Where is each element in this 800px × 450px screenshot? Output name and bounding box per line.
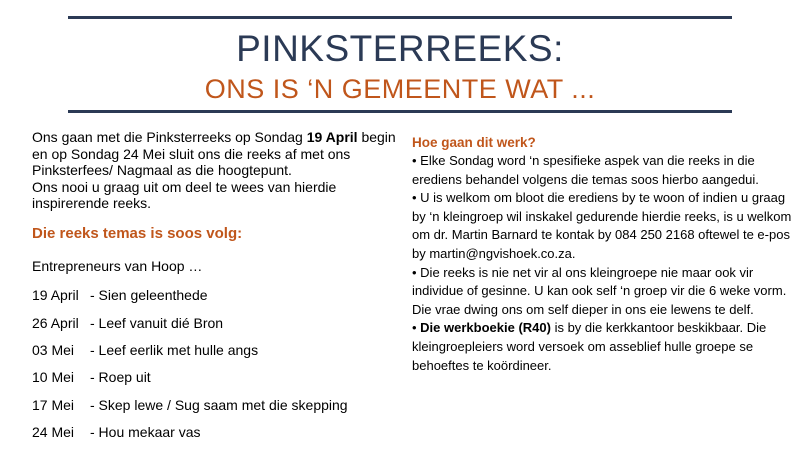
how-point-contact: • U is welkom om bloot die erediens by te woon of indien u graag by ‘n kleingroep wil inskakel gedurende hierdie reeks, is u welkom om dr. Martin Barnard te kontak by 084 250 2168 oftewel te e-pos by martin@ngvishoek.co.za. [412, 190, 792, 261]
bottom-divider [68, 110, 732, 113]
intro-text [32, 129, 402, 212]
schedule-row [32, 418, 402, 445]
schedule-date: 10 Mei [32, 369, 75, 386]
schedule-date: 17 Mei [32, 396, 75, 413]
how-point-sundays: • Elke Sondag word ‘n spesifieke aspek van die reeks in die erediens behandel volgens die temas soos hierbo aangedui. [412, 153, 759, 187]
how-point-workbook [412, 319, 792, 375]
schedule-theme: - Hou mekaar vas [90, 423, 201, 440]
invitation-paragraph: Ons nooi u graag uit om deel te wees van hierdie inspirerende reeks. [32, 178, 337, 211]
schedule-theme: - Sien geleenthede [90, 287, 208, 304]
intro-text-a: Ons gaan met die Pinksterreeks op Sondag [32, 129, 307, 145]
schedule-row [32, 282, 402, 309]
schedule-date: 03 Mei [32, 341, 75, 358]
top-divider [68, 16, 732, 19]
intro-start-date: 19 April [306, 129, 358, 145]
how-heading: Hoe gaan dit werk? [412, 135, 536, 150]
left-column [32, 129, 402, 446]
schedule-theme: - Roep uit [90, 369, 151, 386]
themes-schedule [32, 282, 402, 446]
schedule-date: 26 April [32, 314, 79, 331]
schedule-row [32, 364, 402, 391]
workbook-text: is by die kerkkantoor beskikbaar. Die kleingroepleiers word versoek om asseblief hulle groepe se behoeftes te koördineer. [412, 320, 767, 373]
how-point-groups: • Die reeks is nie net vir al ons kleingroepe nie maar ook vir individue of gesinne. U kan ook self ‘n groep vir die 6 weke vorm. Die vrae dwing ons om self dieper in ons eie lewens te delf. [412, 264, 787, 317]
series-name: Entrepreneurs van Hoop … [32, 257, 203, 274]
page-title: PINKSTERREEKS: [236, 28, 564, 69]
schedule-theme: - Leef eerlik met hulle angs [90, 341, 259, 358]
workbook-bullet: • [412, 320, 421, 336]
schedule-date: 19 April [32, 287, 79, 304]
schedule-theme: - Skep lewe / Sug saam met die skepping [90, 396, 348, 413]
right-column [412, 134, 792, 375]
themes-heading: Die reeks temas is soos volg: [32, 224, 243, 242]
schedule-row [32, 337, 402, 364]
schedule-row [32, 391, 402, 418]
intro-text-b: begin en op Sondag 24 Mei sluit ons die reeks af met ons Pinksterfees/ Nagmaal as die hoogtepunt. [32, 129, 396, 178]
schedule-date: 24 Mei [32, 423, 75, 440]
schedule-row [32, 309, 402, 336]
page-subtitle: ONS IS ‘N GEMEENTE WAT ... [204, 74, 596, 104]
intro-paragraph [32, 129, 402, 179]
workbook-title: Die werkboekie (R40) [420, 320, 551, 336]
schedule-theme: - Leef vanuit dié Bron [90, 314, 224, 331]
